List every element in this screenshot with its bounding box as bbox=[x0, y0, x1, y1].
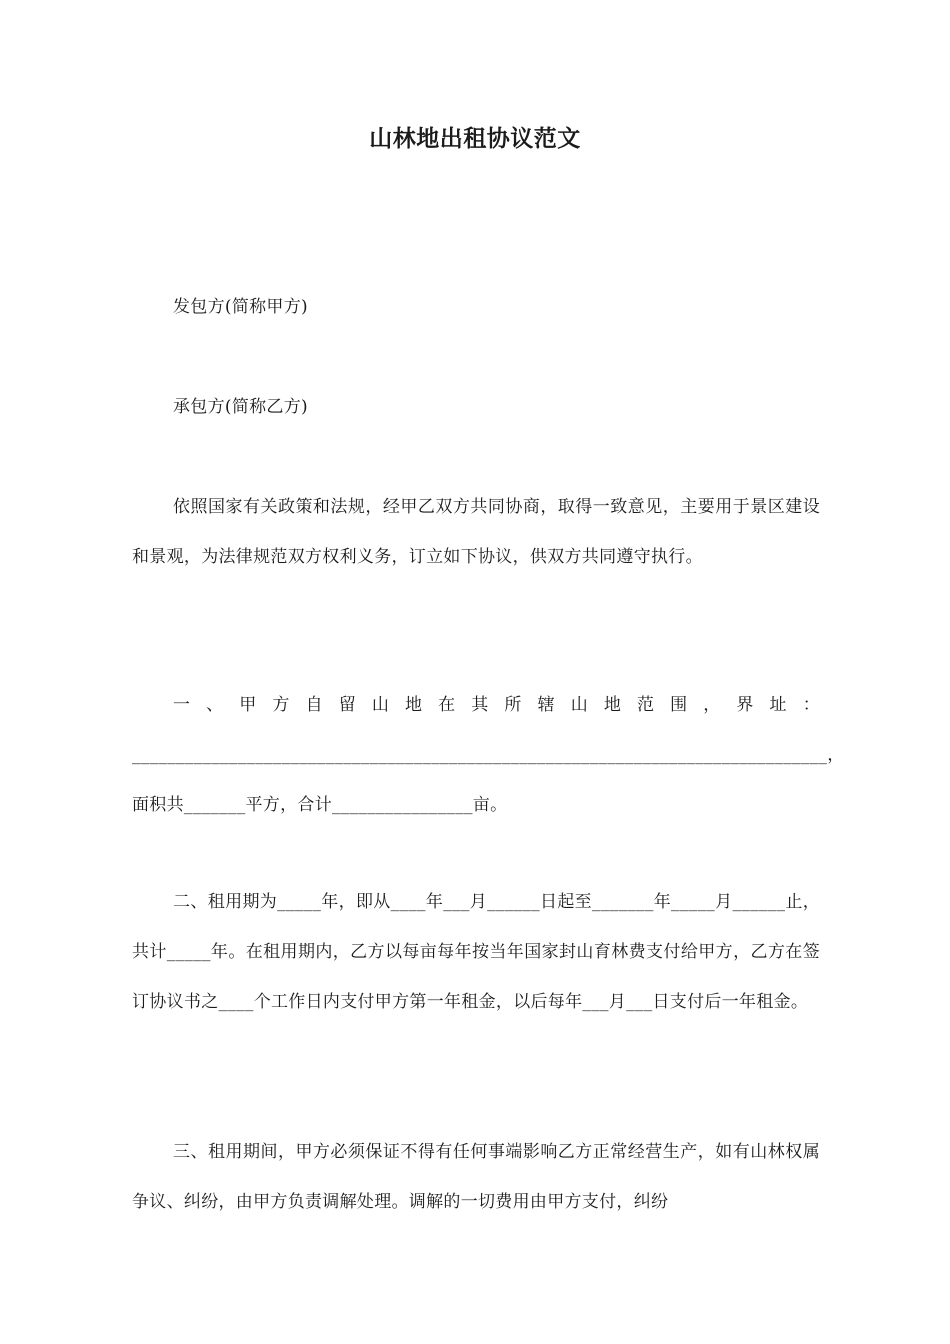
party-a-line: 发包方(简称甲方) bbox=[173, 297, 308, 317]
intro-paragraph: 依照国家有关政策和法规，经甲乙双方共同协商，取得一致意见，主要用于景区建设和景观，为法律规范双方权利义务，订立如下协议，供双方共同遵守执行。 bbox=[132, 497, 820, 567]
clause-2-paragraph: 二、租用期为_____年，即从____年___月______日起至_______年_____月______止，共计_____年。在租用期内，乙方以每亩每年按当年国家封山育林费支付给甲方，乙方在签订协议书之____个工作日内支付甲方第一年租金，以后每年___月___日支付后一年租金。 bbox=[132, 892, 820, 1012]
party-b-line: 承包方(简称乙方) bbox=[173, 397, 308, 417]
document-title: 山林地出租协议范文 bbox=[369, 126, 581, 152]
clause-3-paragraph: 三、租用期间，甲方必须保证不得有任何事端影响乙方正常经营生产，如有山林权属争议、纠纷，由甲方负责调解处理。调解的一切费用由甲方支付，纠纷 bbox=[132, 1142, 820, 1212]
clause-1-paragraph: 一、甲方自留山地在其所辖山地范围，界址：_______________________________________________________________________________，面积共_______平方，合计________________亩。 bbox=[132, 695, 845, 815]
